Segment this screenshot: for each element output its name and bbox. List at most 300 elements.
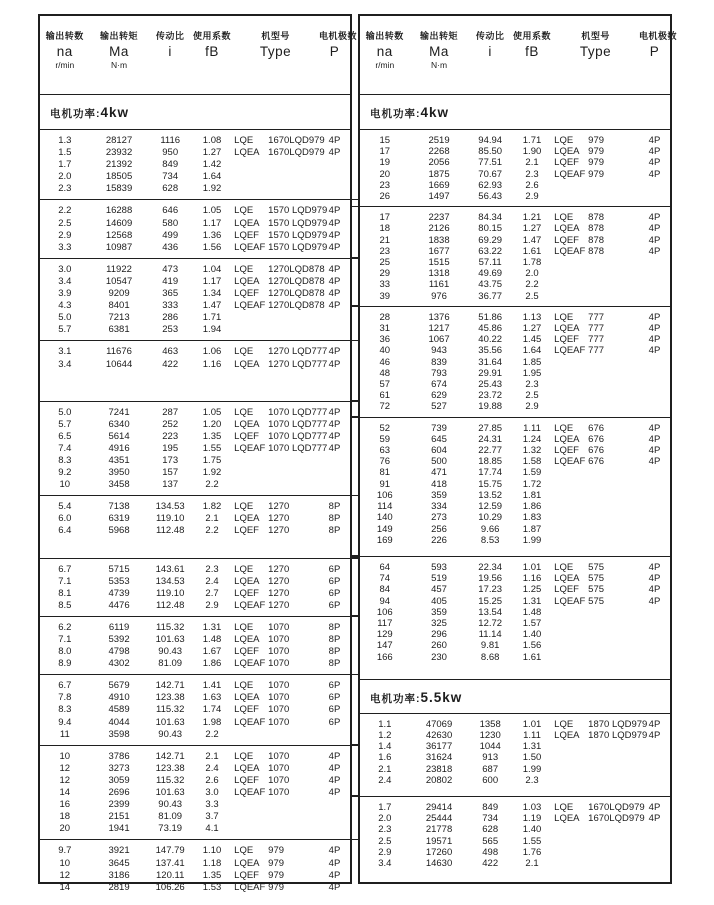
cell-poles (639, 279, 670, 290)
cell-service-factor: 2.2 (205, 479, 219, 491)
cell-ratio: 115.32 (156, 774, 185, 786)
table-row (360, 291, 670, 302)
cell-output-speed: 12 (59, 774, 71, 786)
cell-ratio: 115.32 (156, 704, 185, 716)
cell-output-speed: 8.0 (58, 646, 72, 658)
cell-output-speed: 94 (379, 595, 391, 607)
table-row (40, 646, 350, 658)
type-size: 1270LQD878 (268, 300, 325, 312)
cell-ratio: 19.88 (478, 401, 503, 413)
cell-poles: 4P (648, 245, 661, 257)
cell-output-torque: 42630 (425, 729, 453, 741)
type-size: 979 (588, 135, 605, 146)
cell-poles (319, 467, 350, 479)
cell-poles (639, 379, 670, 390)
cell-output-torque: 28127 (105, 135, 133, 146)
cell-type (232, 525, 319, 537)
cell-output-speed: 16 (59, 799, 71, 811)
cell-poles: 4P (648, 813, 661, 825)
type-model: LQEAF (234, 787, 266, 799)
cell-output-speed: 17 (379, 212, 391, 224)
header-zh-label: 传动比 (155, 31, 185, 41)
cell-ratio: 628 (162, 183, 179, 195)
cell-poles: 4P (648, 584, 661, 596)
type-size: 1270LQD878 (268, 288, 325, 300)
cell-output-torque: 273 (431, 512, 447, 524)
type-model: LQEF (554, 157, 579, 169)
type-model: LQE (554, 135, 574, 146)
cell-type (552, 456, 639, 467)
cell-ratio: 849 (482, 801, 499, 813)
cell-service-factor: 1.95 (522, 367, 542, 379)
ratio-group-left-0-0 (40, 130, 350, 199)
cell-poles: 4P (328, 750, 341, 762)
cell-output-speed: 36 (379, 334, 391, 346)
type-model: LQE (234, 680, 254, 692)
cell-ratio: 565 (482, 835, 499, 847)
table-row (40, 799, 350, 811)
header-symbol: P (649, 44, 660, 59)
cell-output-speed: 20 (59, 823, 71, 835)
cell-ratio: 734 (162, 171, 179, 183)
header-symbol: na (376, 44, 393, 59)
table-row (360, 467, 670, 478)
cell-type (552, 847, 639, 858)
cell-output-torque: 2696 (108, 787, 130, 799)
cell-poles: 4P (328, 217, 341, 229)
type-model: LQEA (554, 146, 580, 158)
power-value: 4kw (420, 105, 450, 120)
table-row (360, 180, 670, 191)
cell-output-torque: 4910 (108, 692, 130, 704)
cell-output-torque: 260 (431, 640, 447, 652)
cell-output-torque: 1838 (428, 234, 450, 246)
cell-type (232, 324, 319, 336)
type-model: LQEA (554, 323, 580, 335)
cell-output-speed: 1.1 (378, 718, 392, 730)
table-row (360, 379, 670, 390)
cell-service-factor: 1.78 (522, 257, 542, 269)
cell-poles: 6P (328, 680, 341, 692)
ratio-group-left-0-5 (40, 495, 350, 557)
cell-ratio: 62.93 (478, 179, 503, 191)
cell-output-speed: 72 (379, 401, 391, 413)
cell-output-speed: 3.0 (58, 263, 72, 275)
cell-poles: 4P (328, 418, 341, 430)
cell-service-factor: 1.59 (522, 467, 542, 479)
cell-type (232, 513, 319, 525)
table-row (360, 357, 670, 368)
cell-poles (639, 268, 670, 279)
cell-ratio: 287 (162, 406, 179, 418)
cell-poles (639, 291, 670, 302)
power-section-right-0 (360, 95, 670, 679)
ratio-group-left-0-9 (40, 745, 350, 840)
cell-output-torque: 943 (431, 345, 447, 357)
cell-ratio: 134.53 (155, 501, 185, 513)
cell-output-speed: 74 (379, 573, 391, 585)
type-model: LQE (234, 845, 254, 857)
type-size: 1070 LQD777 (268, 442, 328, 454)
cell-poles: 4P (328, 430, 341, 442)
cell-output-torque: 12568 (105, 229, 133, 241)
cell-output-speed: 147 (376, 640, 393, 652)
cell-type (232, 135, 325, 147)
cell-poles (639, 524, 670, 535)
cell-service-factor: 1.56 (202, 241, 222, 253)
header-unit: N·m (431, 60, 448, 70)
cell-poles: 4P (648, 311, 661, 323)
cell-output-torque: 500 (431, 456, 447, 468)
cell-ratio: 1116 (160, 135, 181, 146)
cell-ratio: 498 (482, 846, 499, 858)
cell-output-torque: 47069 (425, 718, 453, 730)
type-model: LQEA (554, 223, 580, 235)
type-model: LQEA (234, 692, 260, 704)
cell-service-factor: 1.42 (202, 159, 222, 171)
type-size: 1670LQD979 (588, 801, 645, 813)
cell-service-factor: 1.41 (202, 680, 222, 692)
type-size: 1070 (268, 621, 290, 633)
cell-service-factor: 1.76 (522, 846, 542, 858)
cell-poles (639, 180, 670, 191)
cell-type (552, 291, 639, 302)
table-row (360, 279, 670, 290)
cell-type (552, 479, 639, 490)
cell-type (552, 379, 639, 390)
cell-output-speed: 1.5 (58, 147, 72, 159)
cell-output-torque: 5392 (108, 634, 130, 645)
cell-service-factor: 2.7 (205, 587, 219, 599)
cell-output-torque: 6381 (108, 324, 130, 336)
type-size: 1270 (268, 587, 290, 599)
cell-ratio: 123.38 (155, 762, 185, 774)
cell-type (552, 401, 639, 412)
cell-service-factor: 1.11 (523, 729, 541, 741)
cell-output-torque: 2056 (428, 157, 450, 169)
type-size: 1670LQD979 (588, 813, 645, 825)
table-row (360, 836, 670, 847)
cell-type (552, 279, 639, 290)
cell-service-factor: 2.9 (205, 599, 219, 611)
cell-poles: 4P (328, 147, 341, 159)
cell-service-factor: 1.71 (522, 135, 542, 146)
cell-output-torque: 2268 (428, 146, 450, 158)
cell-poles (639, 501, 670, 512)
cell-ratio: 365 (162, 288, 179, 300)
cell-type (552, 618, 639, 629)
cell-type (552, 445, 639, 456)
cell-service-factor: 2.5 (525, 390, 539, 402)
cell-output-speed: 3.4 (58, 275, 72, 287)
table-row (40, 600, 350, 612)
cell-output-speed: 31 (379, 323, 391, 335)
cell-output-torque: 839 (431, 356, 447, 368)
cell-ratio: 463 (162, 346, 179, 358)
type-model: LQEA (234, 634, 260, 645)
cell-service-factor: 1.67 (202, 646, 222, 658)
table-row (40, 467, 350, 479)
cell-service-factor: 1.27 (202, 147, 222, 159)
type-model: LQE (234, 346, 254, 358)
cell-ratio: 27.85 (478, 422, 503, 434)
cell-type (552, 629, 639, 640)
cell-ratio: 15.25 (478, 595, 503, 607)
cell-output-speed: 39 (379, 290, 391, 302)
table-row (40, 634, 350, 646)
cell-poles (639, 618, 670, 629)
cell-output-speed: 6.7 (58, 680, 72, 692)
cell-service-factor: 1.64 (202, 171, 222, 183)
cell-ratio: 17.23 (478, 584, 503, 596)
cell-output-speed: 20 (379, 168, 391, 180)
cell-type (552, 524, 639, 535)
cell-poles (639, 607, 670, 618)
type-size: 1270 (268, 525, 290, 537)
cell-ratio: 12.72 (478, 617, 503, 629)
table-row (360, 490, 670, 501)
table-row (360, 858, 670, 869)
cell-service-factor: 1.94 (202, 324, 222, 336)
table-row (360, 535, 670, 546)
cell-output-speed: 7.1 (58, 575, 72, 587)
cell-output-speed: 15 (379, 135, 391, 146)
cell-service-factor: 2.1 (525, 857, 539, 869)
cell-output-speed: 4.3 (58, 300, 72, 312)
cell-output-torque: 4589 (108, 704, 130, 716)
cell-type (552, 135, 639, 146)
cell-output-speed: 7.1 (58, 634, 72, 645)
cell-ratio: 1044 (479, 741, 501, 753)
cell-ratio: 101.63 (155, 716, 185, 728)
type-size: 1570 LQD979 (268, 229, 328, 241)
ratio-group-left-0-1 (40, 199, 350, 257)
cell-service-factor: 1.85 (522, 356, 542, 368)
type-model: LQEA (234, 418, 260, 430)
table-row (360, 741, 670, 752)
cell-ratio: 119.10 (156, 587, 185, 599)
header-zh-label: 输出转矩 (420, 31, 459, 41)
cell-poles: 4P (328, 229, 341, 241)
cell-output-torque: 674 (431, 379, 447, 391)
cell-output-speed: 19 (379, 157, 391, 169)
cell-output-speed: 5.7 (58, 324, 72, 336)
cell-output-torque: 3458 (108, 479, 130, 491)
cell-ratio: 112.48 (156, 599, 185, 611)
cell-ratio: 1358 (479, 718, 501, 730)
cell-ratio: 23.72 (478, 390, 503, 402)
cell-output-torque: 17260 (425, 846, 453, 858)
table-header (40, 16, 357, 95)
cell-service-factor: 1.63 (202, 692, 222, 704)
cell-output-torque: 10987 (105, 241, 133, 253)
table-row (40, 729, 350, 741)
power-value: 4kw (100, 105, 130, 120)
cell-ratio: 950 (162, 147, 179, 159)
type-size: 1070 LQD777 (268, 418, 328, 430)
spec-table-left (38, 14, 357, 893)
cell-output-speed: 9.7 (58, 845, 72, 857)
cell-output-speed: 106 (376, 606, 393, 618)
cell-output-speed: 81 (379, 467, 391, 479)
type-model: LQEF (234, 229, 259, 241)
cell-poles: 6P (328, 599, 341, 611)
cell-poles (319, 729, 350, 741)
cell-poles: 4P (328, 881, 341, 893)
cell-service-factor: 1.86 (202, 658, 222, 670)
cell-type (232, 479, 319, 491)
table-row (360, 629, 670, 640)
cell-service-factor: 2.2 (205, 728, 219, 740)
type-size: 1270 (268, 501, 290, 513)
cell-service-factor: 1.92 (202, 183, 222, 195)
cell-output-speed: 2.0 (378, 813, 392, 825)
type-size: 676 (588, 456, 605, 468)
cell-service-factor: 3.3 (205, 799, 219, 811)
cell-type (232, 288, 325, 300)
table-row (40, 823, 350, 835)
cell-output-speed: 6.7 (58, 563, 72, 575)
cell-output-speed: 3.1 (58, 346, 72, 358)
cell-ratio: 35.56 (478, 345, 503, 357)
table-row (360, 512, 670, 523)
cell-poles: 4P (328, 406, 341, 418)
cell-service-factor: 1.06 (202, 346, 222, 358)
cell-type (232, 263, 325, 276)
table-row (360, 719, 670, 730)
cell-service-factor: 1.40 (522, 824, 542, 836)
cell-poles (319, 455, 350, 467)
cell-poles: 4P (648, 561, 661, 573)
header-symbol: P (329, 44, 340, 59)
type-size: 1070 (268, 716, 290, 728)
cell-type (232, 501, 319, 513)
table-row (360, 135, 670, 146)
cell-type (232, 787, 319, 799)
cell-poles (639, 357, 670, 368)
cell-ratio: 101.63 (155, 634, 185, 645)
cell-output-torque: 2519 (428, 135, 450, 146)
table-row (40, 704, 350, 716)
type-size: 1270LQD878 (268, 263, 325, 275)
cell-service-factor: 1.50 (522, 752, 542, 764)
cell-poles (639, 858, 670, 869)
type-size: 1270 (268, 599, 290, 611)
table-row (40, 135, 350, 147)
table-row (40, 763, 350, 775)
cell-output-torque: 5679 (108, 680, 130, 692)
cell-type (232, 229, 328, 242)
cell-output-speed: 140 (376, 512, 393, 524)
cell-output-speed: 76 (379, 456, 391, 468)
table-row (360, 501, 670, 512)
cell-poles: 4P (648, 157, 661, 169)
cell-type (232, 729, 319, 741)
type-model: LQEF (234, 430, 259, 442)
type-size: 676 (588, 422, 605, 434)
type-model: LQEF (234, 704, 259, 716)
cell-poles (639, 467, 670, 478)
cell-output-torque: 4916 (108, 442, 130, 454)
cell-output-speed: 114 (377, 501, 393, 513)
header-zh-label: 输出转数 (365, 31, 404, 41)
cell-type (232, 159, 319, 171)
cell-service-factor: 1.05 (202, 406, 222, 418)
cell-output-torque: 29414 (425, 801, 453, 813)
type-size: 1070 LQD777 (268, 406, 328, 418)
table-row (40, 564, 350, 576)
table-row (360, 312, 670, 323)
cell-ratio: 43.75 (478, 279, 503, 291)
header-symbol: Ma (429, 44, 449, 59)
cell-service-factor: 2.1 (205, 750, 219, 762)
cell-output-speed: 2.9 (378, 846, 392, 858)
header-zh-label: 输出转矩 (100, 31, 139, 41)
cell-output-torque: 519 (431, 573, 447, 585)
table-row (40, 346, 350, 358)
cell-type (552, 836, 639, 847)
type-model: LQE (554, 718, 574, 730)
cell-poles (319, 171, 350, 183)
ratio-group-left-0-4 (40, 401, 350, 496)
table-row (40, 775, 350, 787)
table-row (40, 431, 350, 443)
header-col-fb (192, 29, 232, 94)
type-model: LQE (234, 563, 254, 575)
cell-poles: 4P (648, 573, 661, 585)
type-model: LQEAF (554, 456, 586, 468)
power-section-left-0 (40, 95, 350, 898)
cell-poles (319, 324, 350, 336)
cell-ratio: 90.43 (158, 728, 183, 740)
type-size: 1570 LQD979 (268, 205, 328, 217)
table-row (40, 407, 350, 419)
cell-type (552, 467, 639, 478)
table-row (40, 870, 350, 882)
cell-poles: 4P (648, 433, 661, 445)
cell-poles: 4P (328, 300, 341, 312)
table-row (360, 824, 670, 835)
header-symbol: i (488, 44, 492, 59)
cell-output-torque: 1669 (428, 179, 450, 191)
type-size: 979 (268, 857, 285, 869)
cell-type (232, 430, 328, 443)
cell-output-speed: 23 (379, 245, 391, 257)
cell-poles (639, 390, 670, 401)
cell-output-torque: 3059 (108, 774, 130, 786)
type-size: 1570 LQD979 (268, 217, 328, 229)
cell-output-torque: 11676 (106, 346, 132, 358)
table-row (360, 847, 670, 858)
cell-output-speed: 14 (59, 881, 71, 893)
cell-service-factor: 1.10 (202, 845, 222, 857)
header-unit: r/min (375, 60, 395, 70)
cell-output-speed: 10 (59, 857, 71, 869)
type-size: 979 (268, 869, 285, 881)
ratio-group-left-0-3 (40, 340, 350, 400)
cell-type (552, 607, 639, 618)
type-model: LQEF (554, 445, 579, 457)
cell-output-speed: 48 (379, 367, 391, 379)
cell-service-factor: 2.2 (525, 279, 539, 291)
cell-output-speed: 5.0 (58, 312, 72, 324)
cell-type (232, 418, 328, 431)
cell-output-speed: 64 (379, 561, 391, 573)
cell-ratio: 628 (482, 824, 499, 836)
table-row (360, 752, 670, 763)
type-model: LQEA (554, 433, 580, 445)
table-row (360, 652, 670, 663)
